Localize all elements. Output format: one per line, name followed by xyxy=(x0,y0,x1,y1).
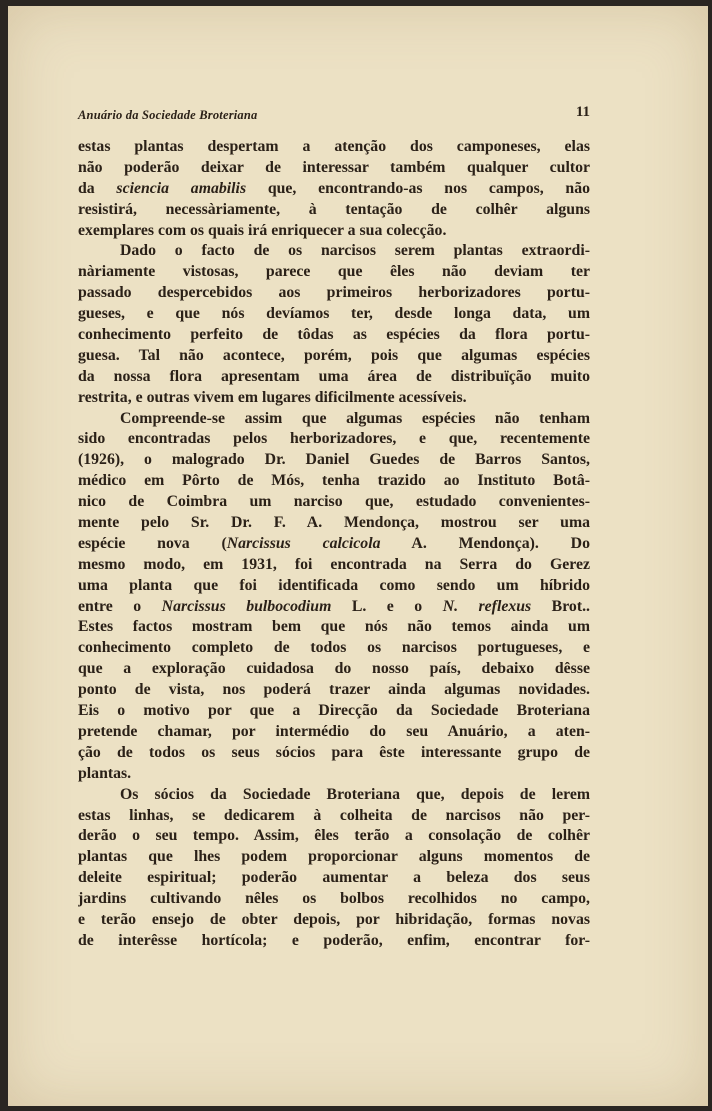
italic-text: Narcissus calcicola xyxy=(226,534,381,552)
text-segment: espécie nova ( xyxy=(78,534,227,552)
text-line: mesmo modo, em 1931, foi encontrada na Serra do Gerez xyxy=(78,555,590,573)
italic-text: Narcissus bulbocodium xyxy=(161,597,332,615)
text-segment: entre o xyxy=(78,597,162,615)
italic-text: N. reflexus xyxy=(442,597,532,615)
text-segment: que, encontrando-as nos campos, não xyxy=(246,179,590,197)
page-number: 11 xyxy=(575,104,590,120)
running-title: Anuário da Sociedade Broteriana xyxy=(78,108,258,122)
text-line: resistirá, necessàriamente, à tentação de colhêr alguns xyxy=(78,200,590,218)
text-segment: Brot.. xyxy=(531,597,590,615)
italic-text: sciencia amabilis xyxy=(116,179,247,197)
text-line xyxy=(78,597,590,618)
text-line xyxy=(78,179,590,200)
text-line: Compreende-se assim que algumas espécies não tenham xyxy=(120,409,590,427)
text-line: ção de todos os seus sócios para êste interessante grupo de xyxy=(78,743,590,761)
text-line: conhecimento completo de todos os narcisos portugueses, e xyxy=(78,639,590,657)
page-header xyxy=(78,104,590,128)
text-line: uma planta que foi identificada como sendo um híbrido xyxy=(78,576,590,594)
text-line: estas plantas despertam a atenção dos camponeses, elas xyxy=(78,138,590,155)
text-line: nàriamente vistosas, parece que êles não deviam ter xyxy=(78,263,590,281)
text-line: restrita, e outras vivem em lugares dificilmente acessíveis. xyxy=(78,388,467,406)
book-page xyxy=(8,6,708,1106)
text-line: Os sócios da Sociedade Broteriana que, depois de lerem xyxy=(120,785,590,803)
text-line: nico de Coimbra um narciso que, estudado convenientes- xyxy=(78,493,590,511)
text-line: pretende chamar, por intermédio do seu Anuário, a aten- xyxy=(78,722,590,740)
text-line: Estes factos mostram bem que nós não temos ainda um xyxy=(78,618,590,636)
body-text xyxy=(78,137,590,952)
text-line: estas linhas, se dedicarem à colheita de narcisos não per- xyxy=(78,806,590,824)
text-line: da nossa flora apresentam uma área de distribuïção muito xyxy=(78,367,590,385)
text-segment: A. Mendonça). Do xyxy=(380,534,590,552)
text-line: plantas que lhes podem proporcionar alguns momentos de xyxy=(78,848,590,866)
text-line: sido encontradas pelos herborizadores, e que, recentemente xyxy=(78,430,590,448)
text-line: e terão ensejo de obter depois, por hibridação, formas novas xyxy=(78,910,590,928)
text-line: mente pelo Sr. Dr. F. A. Mendonça, mostrou ser uma xyxy=(78,514,590,532)
text-line: jardins cultivando nêles os bolbos recolhidos no campo, xyxy=(78,890,590,908)
text-line: ponto de vista, nos poderá trazer ainda algumas novidades. xyxy=(78,681,590,699)
text-line: de interêsse hortícola; e poderão, enfim, encontrar for- xyxy=(78,931,590,949)
text-line: derão o seu tempo. Assim, êles terão a consolação de colhêr xyxy=(78,827,590,845)
text-segment: L. e o xyxy=(331,597,443,615)
text-line: plantas. xyxy=(78,764,132,782)
text-line: gueses, e que nós devíamos ter, desde longa data, um xyxy=(78,305,590,323)
text-line: guesa. Tal não acontece, porém, pois que algumas espécies xyxy=(78,346,590,364)
text-line: médico em Pôrto de Mós, tenha trazido ao Instituto Botâ- xyxy=(78,472,590,490)
text-line: conhecimento perfeito de tôdas as espécies da flora portu- xyxy=(78,326,590,344)
text-line: exemplares com os quais irá enriquecer a sua colecção. xyxy=(78,221,447,239)
text-line: não poderão deixar de interessar também qualquer cultor xyxy=(78,158,590,176)
text-line: passado despercebidos aos primeiros herborizadores portu- xyxy=(78,284,590,302)
text-line xyxy=(78,534,590,555)
text-line: Eis o motivo por que a Direcção da Sociedade Broteriana xyxy=(78,702,590,720)
text-line: deleite espiritual; poderão aumentar a beleza dos seus xyxy=(78,869,590,887)
text-line: (1926), o malogrado Dr. Daniel Guedes de Barros Santos, xyxy=(78,451,590,469)
text-line: que a exploração cuidadosa do nosso país, debaixo dêsse xyxy=(78,660,590,678)
text-segment: da xyxy=(78,179,117,197)
text-line: Dado o facto de os narcisos serem plantas extraordi- xyxy=(120,242,590,260)
